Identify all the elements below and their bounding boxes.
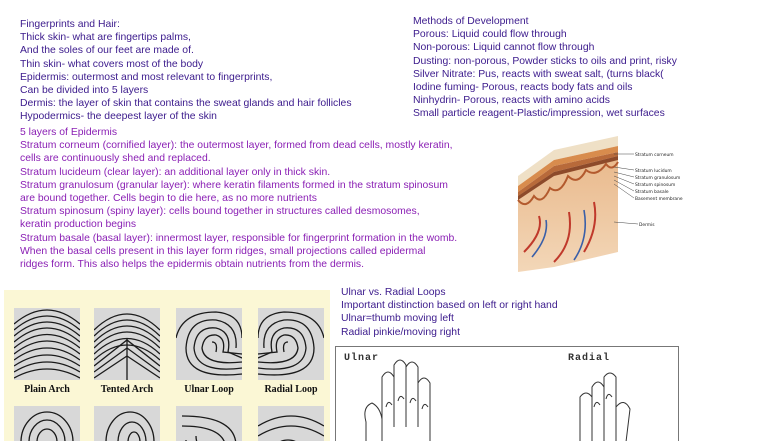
skin-layers-diagram [514, 132, 689, 272]
radial-hand-label: Radial [568, 353, 611, 364]
accidental-print-image [258, 406, 324, 441]
text-line: When the basal cells present in this layer form ridges, small projections called epidermal [20, 245, 426, 257]
text-line: Stratum corneum (cornified layer): the outermost layer, formed from dead cells, mostly keratin, [20, 140, 453, 152]
text-line: Fingerprints and Hair: [20, 19, 120, 30]
text-line: Important distinction based on left or right hand [341, 300, 558, 312]
text-line: Iodine fuming- Porous, reacts body fats and oils [413, 82, 633, 94]
ulnar-hand-label: Ulnar [344, 353, 380, 364]
text-line: Can be divided into 5 layers [20, 85, 149, 97]
label-stratum-spinosum: Stratum spinosum [635, 183, 676, 188]
ulnar-radial-section [341, 286, 558, 339]
text-line: cells are continuously shed and replaced. [20, 153, 211, 165]
text-line: Silver Nitrate: Pus, reacts with sweat salt, (turns black( [413, 68, 664, 80]
ulnar-radial-hands-diagram [335, 346, 679, 441]
text-line: Stratum lucideum (clear layer): an additional layer only in thick skin. [20, 166, 331, 178]
text-line: Stratum spinosum (spiny layer): cells bound together in structures called desmosomes, [20, 206, 420, 218]
central-pocket-print-image [94, 406, 160, 441]
text-line: Dusting: non-porous, Powder sticks to oils and print, risky [413, 55, 677, 67]
text-line: Non-porous: Liquid cannot flow through [413, 42, 595, 54]
double-loop-print-image [176, 406, 242, 441]
text-line: Methods of Development [413, 16, 529, 27]
text-line: 5 layers of Epidermis [20, 127, 118, 138]
radial-loop-print-image [258, 308, 324, 380]
text-line: Hypodermics- the deepest layer of the skin [20, 111, 217, 123]
hands-outline-drawing [336, 347, 679, 441]
text-line: Stratum granulosum (granular layer): where keratin filaments formed in the stratum spinosum [20, 179, 448, 191]
text-line: And the soles of our feet are made of. [20, 45, 194, 57]
text-line: are bound together. Cells begin to die here, as no more nutrients [20, 193, 317, 205]
plain-arch-label: Plain Arch [24, 384, 70, 395]
text-line: Dermis: the layer of skin that contains the sweat glands and hair follicles [20, 98, 352, 110]
text-line: Ninhydrin- Porous, reacts with amino acids [413, 95, 610, 107]
text-line: ridges form. This also helps the epidermis obtain nutrients from the dermis. [20, 259, 365, 271]
fingerprints-hair-section [20, 18, 352, 124]
text-line: Small particle reagent-Plastic/impression, wet surfaces [413, 108, 665, 120]
text-line: Thick skin- what are fingertips palms, [20, 32, 191, 44]
fingerprint-patterns-panel [4, 290, 330, 441]
label-stratum-corneum: Stratum corneum [635, 153, 674, 158]
epidermis-layers-section [20, 126, 457, 271]
text-line: keratin production begins [20, 219, 137, 231]
text-line: Radial pinkie/moving right [341, 326, 460, 338]
methods-of-development-section [413, 15, 677, 121]
ulnar-loop-label: Ulnar Loop [184, 384, 234, 395]
radial-loop-label: Radial Loop [264, 384, 318, 395]
ulnar-loop-print-image [176, 308, 242, 380]
whorl-print-image [14, 406, 80, 441]
text-line: Porous: Liquid could flow through [413, 29, 567, 41]
text-line: Thin skin- what covers most of the body [20, 58, 204, 70]
label-basement-membrane: Basement membrane [635, 197, 683, 202]
label-stratum-basale: Stratum basale [635, 190, 669, 195]
label-stratum-granulosum: Stratum granulosum [635, 176, 681, 181]
label-stratum-lucidum: Stratum lucidum [635, 169, 672, 174]
text-line: Ulnar vs. Radial Loops [341, 287, 446, 298]
label-dermis: Dermis [639, 223, 655, 228]
text-line: Ulnar=thumb moving left [341, 313, 454, 325]
tented-arch-print-image [94, 308, 160, 380]
text-line: Stratum basale (basal layer): innermost layer, responsible for fingerprint formation in the womb. [20, 232, 458, 244]
text-line: Epidermis: outermost and most relevant to fingerprints, [20, 71, 273, 83]
tented-arch-label: Tented Arch [100, 384, 154, 395]
plain-arch-print-image [14, 308, 80, 380]
